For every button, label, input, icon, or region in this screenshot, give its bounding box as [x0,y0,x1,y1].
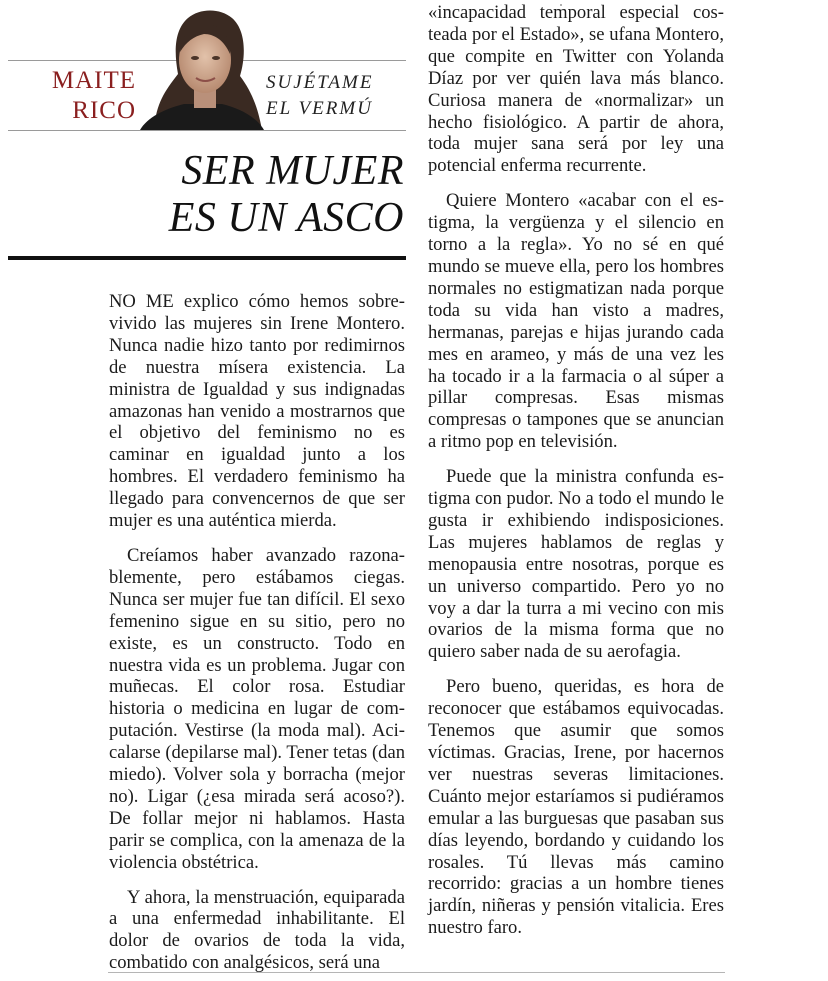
headline [150,148,404,242]
paragraph: «incapacidad temporal especial costeada por el Estado», se ufana Montero, que compite en Twitter con Yolanda Díaz por ver quién lava más blanco. Curiosa manera de «normalizar» un hecho fisiológico. A partir de ahora, toda mujer sana será por ley una potencial enferma recurrente. [428,2,724,177]
paragraph: Puede que la ministra confunda estigma con pudor. No a todo el mundo le gusta ir exhibiendo indisposiciones. Las mujeres hablamos de reglas y menopausia entre nosotras, porque es un universo compartido. Pero yo no voy a dar la turra a mi vecino con mis ovarios de la misma forma que no quiero saber nada de su aerofagia. [428,466,724,663]
paragraph: Pero bueno, queridas, es hora de reconocer que estábamos equivocadas. Tenemos que asumir que somos víctimas. Gracias, Irene, por hacernos ver nuestras severas limitaciones. Cuánto mejor estaríamos si pudiéramos emular a las burguesas que pasaban sus días leyendo, bordando y cuidando los rosales. Tú llevas más camino recorrido: gracias a un hombre tienes jardín, niñeras y pensión vitalicia. Eres nuestro faro. [428,676,724,939]
paragraph: Quiere Montero «acabar con el estigma, la vergüenza y el silencio en torno a la regla». Yo no sé en qué mundo se mueve ella, pero los hombres normales no estigmatizan nada porque toda su vida han visto a madres, hermanas, parejas e hijas jurando cada mes en arameo, y más de una vez les ha tocado ir a la farmacia o al súper a pillar compresas. Esas mismas compresas o tampones que se anuncian a ritmo pop en televisión. [428,190,724,453]
author-portrait [134,4,270,130]
paragraph: Creíamos haber avanzado razonablemente, pero estábamos ciegas. Nunca ser mujer fue tan difícil. El sexo femenino sigue en su sitio, pero no existe, es un constructo. Todo en nuestra vida es un problema. Jugar con muñecas. El color rosa. Estudiar historia o medicina en lugar de computación. Vestirse (la moda mal). Acicalarse (depilarse mal). Tener tetas (dan miedo). Volver sola y borracha (mejor no). Ligar (¿esa mirada será acoso?). De follar mejor ni hablamos. Hasta parir se complica, con la amenaza de la violencia obstétrica. [109,544,405,873]
author-name [52,66,136,126]
headline-underline [8,256,406,260]
section-label-line-2: EL VERMÚ [266,98,373,119]
article-column-left [109,291,405,974]
column-section-label [266,70,373,122]
headline-line-2: ES UN ASCO [168,195,404,241]
footer-rule [108,972,725,973]
section-label-line-1: SUJÉTAME [266,72,374,93]
article-column-right [428,2,724,939]
paragraph: Y ahora, la menstruación, equiparada a una enfermedad inhabilitante. El dolor de ovarios de toda la vida, combatido con analgésicos, será una [109,886,405,974]
author-last-name: RICO [72,97,136,124]
headline-line-1: SER MUJER [181,148,404,194]
header-rule-bottom [8,130,406,131]
author-first-name: MAITE [51,67,136,94]
paragraph: NO ME explico cómo hemos sobrevivido las mujeres sin Irene Montero. Nunca nadie hizo tanto por redimirnos de nuestra mísera existencia. La ministra de Igualdad y sus indignadas amazonas han venido a mostrarnos que el objetivo del feminismo no es caminar en igualdad junto a los hombres. El verdadero feminismo ha llegado para convencernos de que ser mujer es una auténtica mierda. [109,291,405,532]
